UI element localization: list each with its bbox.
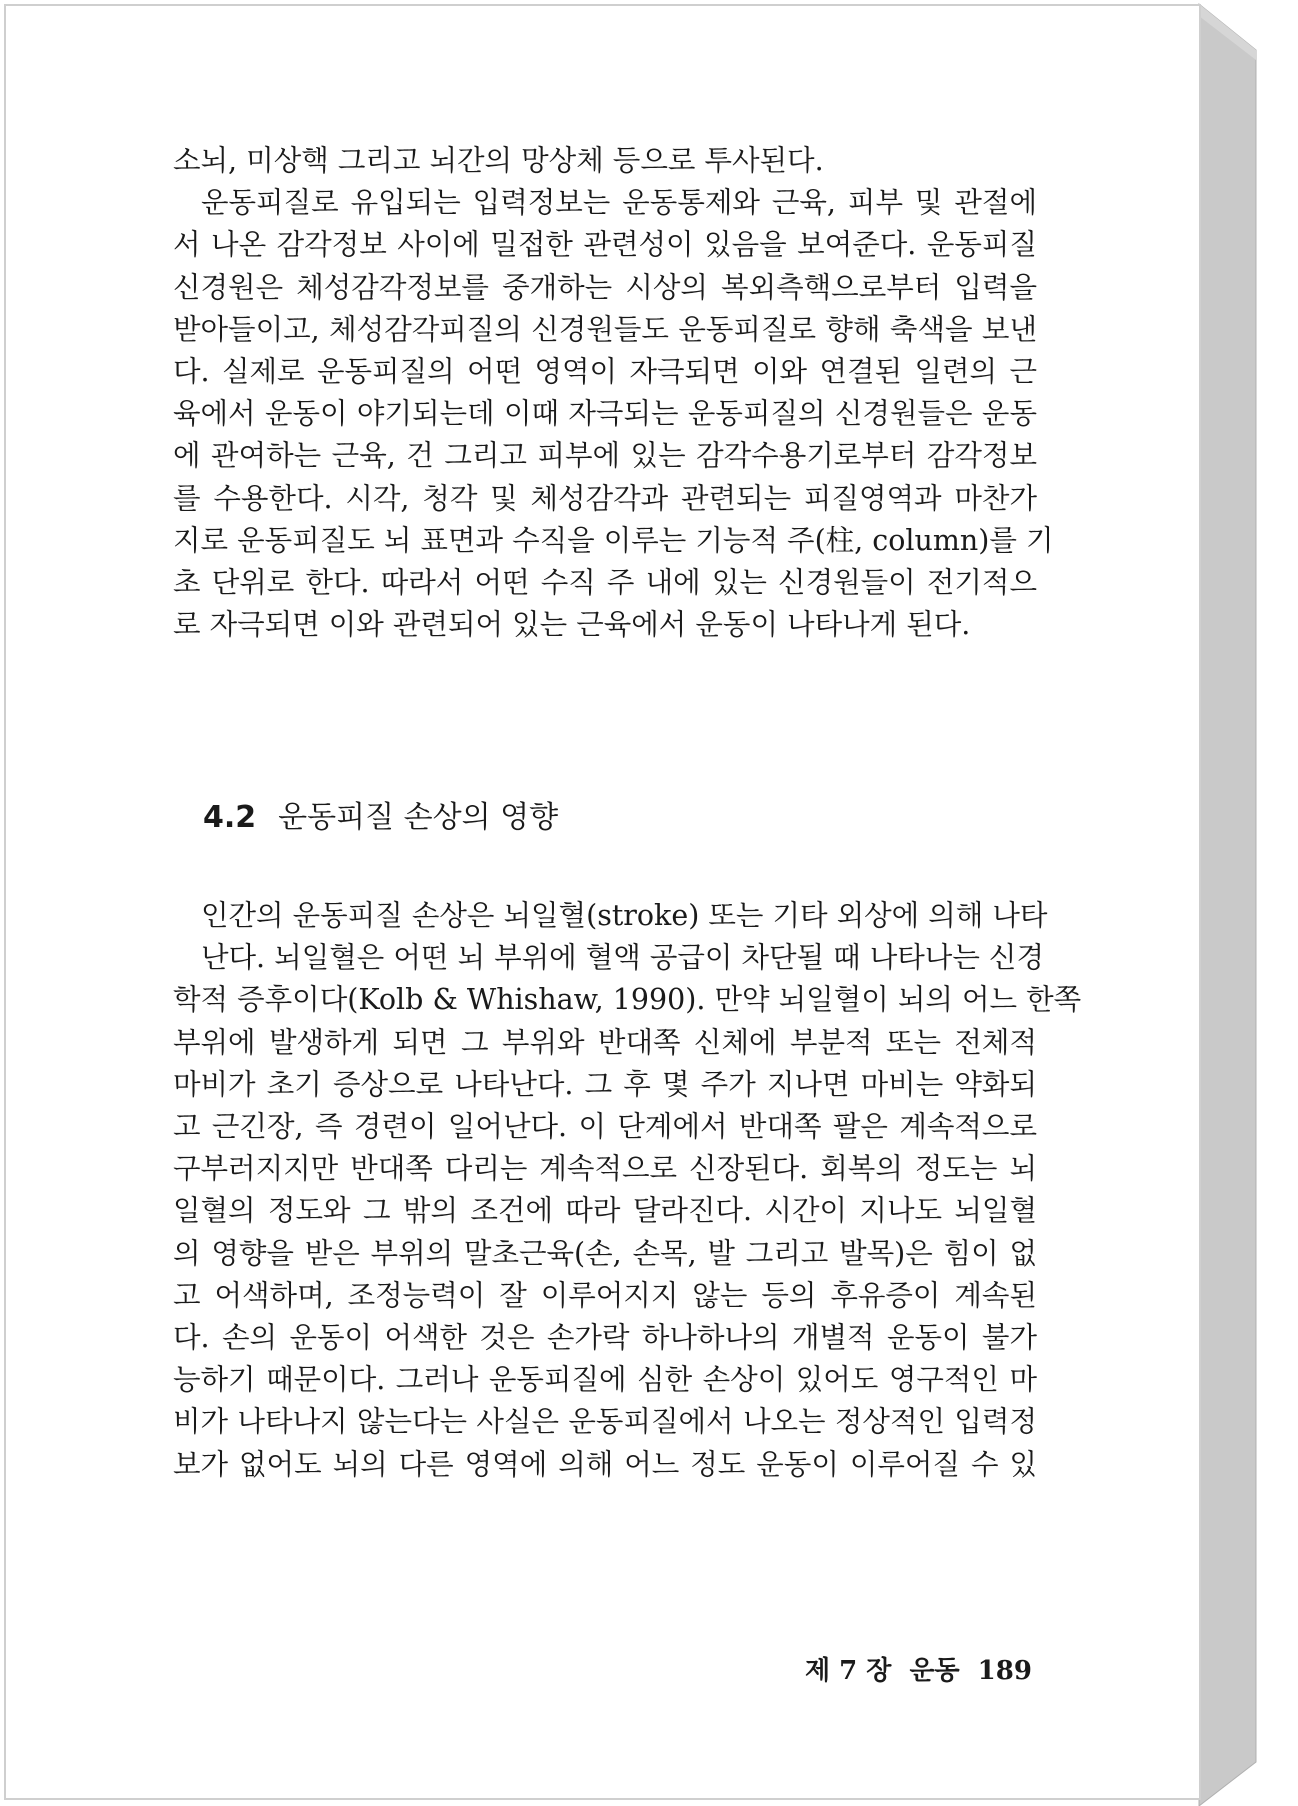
- text-line: 신경원은 체성감각정보를 중개하는 시상의 복외측핵으로부터 입력을: [173, 270, 1037, 304]
- text-line: 구부러지지만 반대쪽 다리는 계속적으로 신장된다. 회복의 정도는 뇌: [173, 1152, 1037, 1186]
- text-line: 다. 실제로 운동피질의 어떤 영역이 자극되면 이와 연결된 일련의 근: [173, 355, 1037, 389]
- text-line: 초 단위로 한다. 따라서 어떤 수직 주 내에 있는 신경원들이 전기적으: [173, 566, 1037, 600]
- section-title: 운동피질 손상의 영향: [278, 800, 559, 835]
- text-line: 를 수용한다. 시각, 청각 및 체성감각과 관련되는 피질영역과 마찬가: [173, 481, 1037, 515]
- text-line: 에 관여하는 근육, 건 그리고 피부에 있는 감각수용기로부터 감각정보: [173, 439, 1037, 473]
- text-line: 난다. 뇌일혈은 어떤 뇌 부위에 혈액 공급이 차단될 때 나타나는 신경: [201, 941, 1044, 975]
- text-line: 받아들이고, 체성감각피질의 신경원들도 운동피질로 향해 축색을 보낸: [173, 312, 1037, 346]
- text-line: 보가 없어도 뇌의 다른 영역에 의해 어느 정도 운동이 이루어질 수 있: [173, 1447, 1037, 1481]
- text-line: 학적 증후이다(Kolb & Whishaw, 1990). 만약 뇌일혈이 뇌의 어느 한쪽: [173, 983, 1082, 1017]
- text-line: 소뇌, 미상핵 그리고 뇌간의 망상체 등으로 투사된다.: [173, 144, 824, 177]
- text-line: 운동피질로 유입되는 입력정보는 운동통제와 근육, 피부 및 관절에: [201, 186, 1037, 220]
- text-line: 의 영향을 받은 부위의 말초근육(손, 손목, 발 그리고 발목)은 힘이 없: [173, 1236, 1037, 1270]
- page-number: 189: [977, 1656, 1032, 1686]
- text-line: 육에서 운동이 야기되는데 이때 자극되는 운동피질의 신경원들은 운동: [173, 397, 1037, 431]
- text-line: 고 어색하며, 조정능력이 잘 이루어지지 않는 등의 후유증이 계속된: [173, 1278, 1037, 1312]
- chapter-label: 제 7 장: [805, 1656, 892, 1686]
- text-line: 지로 운동피질도 뇌 표면과 수직을 이루는 기능적 주(柱, column)를 기: [173, 523, 1054, 557]
- text-line: 고 근긴장, 즉 경련이 일어난다. 이 단계에서 반대쪽 팔은 계속적으로: [173, 1110, 1037, 1144]
- text-line: 서 나온 감각정보 사이에 밀접한 관련성이 있음을 보여준다. 운동피질: [173, 228, 1037, 262]
- text-line: 다. 손의 운동이 어색한 것은 손가락 하나하나의 개별적 운동이 불가: [173, 1321, 1037, 1355]
- text-line: 인간의 운동피질 손상은 뇌일혈(stroke) 또는 기타 외상에 의해 나타: [201, 899, 1048, 932]
- text-line: 일혈의 정도와 그 밖의 조건에 따라 달라진다. 시간이 지나도 뇌일혈: [173, 1194, 1037, 1228]
- text-line: 로 자극되면 이와 관련되어 있는 근육에서 운동이 나타나게 된다.: [173, 608, 971, 642]
- section-heading: [203, 792, 558, 836]
- page-footer: [805, 1650, 1050, 1687]
- section-number: 4.2: [203, 800, 257, 835]
- paragraph-block-1: [173, 140, 1054, 646]
- chapter-title: 운동: [909, 1656, 960, 1686]
- text-line: 마비가 초기 증상으로 나타난다. 그 후 몇 주가 지나면 마비는 약화되: [173, 1067, 1037, 1101]
- text-line: 부위에 발생하게 되면 그 부위와 반대쪽 신체에 부분적 또는 전체적: [173, 1025, 1037, 1059]
- paragraph-block-2: [173, 895, 1082, 1486]
- text-line: 능하기 때문이다. 그러나 운동피질에 심한 손상이 있어도 영구적인 마: [173, 1363, 1037, 1397]
- text-line: 비가 나타나지 않는다는 사실은 운동피질에서 나오는 정상적인 입력정: [173, 1405, 1037, 1439]
